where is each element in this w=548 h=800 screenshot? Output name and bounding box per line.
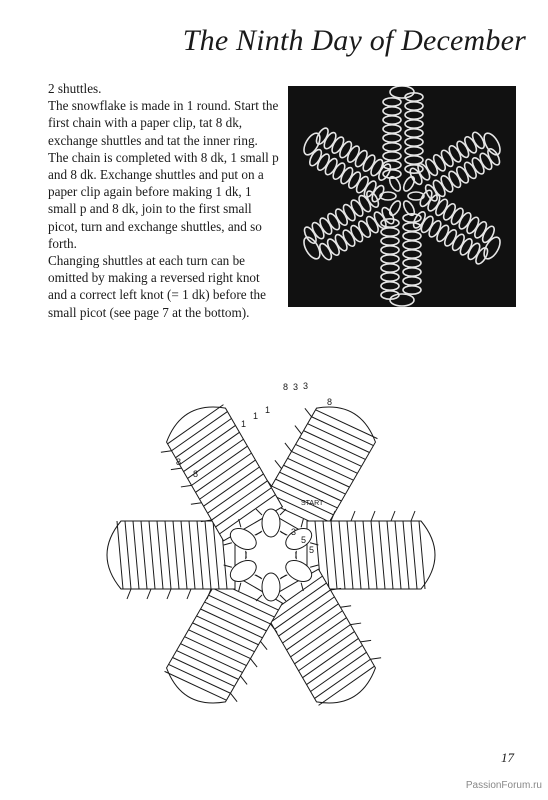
page-number: 17 xyxy=(501,750,514,765)
instruction-paragraph-1: 2 shuttles. xyxy=(48,81,102,96)
tatting-diagram xyxy=(96,376,446,734)
page-title: The Ninth Day of December xyxy=(182,24,526,57)
count-label-8a: 8 xyxy=(176,457,182,467)
count-label-8d: 8 xyxy=(327,397,333,407)
count-label-3b: 3 xyxy=(303,381,309,391)
count-label-1b: 1 xyxy=(253,411,259,421)
watermark-text: PassionForum.ru xyxy=(465,780,542,791)
count-label-1a: 1 xyxy=(241,419,247,429)
count-label-8c: 8 xyxy=(283,382,289,392)
count-label-1c: 1 xyxy=(265,405,271,415)
count-label-3c: 3 xyxy=(291,527,297,537)
snowflake-photo-image xyxy=(288,86,516,307)
instructions-text xyxy=(48,80,280,321)
count-label-8b: 8 xyxy=(193,469,199,479)
instruction-paragraph-3: Changing shuttles at each turn can be omitted by making a reversed right knot and a correct left knot (= 1 dk) before the small picot (see page 7 at the bottom). xyxy=(48,253,266,320)
count-label-3a: 3 xyxy=(293,382,299,392)
start-label: START xyxy=(301,500,324,507)
count-label-5b: 5 xyxy=(309,545,315,555)
count-label-5a: 5 xyxy=(301,535,307,545)
snowflake-photo xyxy=(288,86,516,307)
tatting-diagram-image xyxy=(96,376,446,734)
instruction-paragraph-2: The snowflake is made in 1 round. Start the first chain with a paper clip, tat 8 dk, exchange shuttles and tat the inner ring. The chain is completed with 8 dk, 1 small p and 8 dk. Exchange shuttles and put on a paper clip again before making 1 dk, 1 small p and 8 dk, join to the first small picot, turn and exchange shuttles, and so forth. xyxy=(48,98,279,251)
